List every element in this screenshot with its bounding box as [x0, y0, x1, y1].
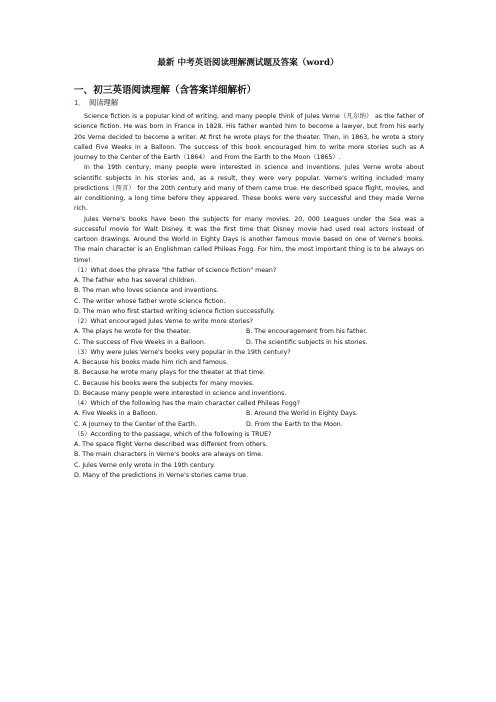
answer-option: B. Because he wrote many plays for the theater at that time. — [74, 369, 266, 377]
answer-option: B. The main characters in Verne's books are always on time. — [74, 451, 264, 459]
question-5 — [74, 430, 424, 481]
option-row — [74, 338, 424, 348]
answer-option: C. Because his books were the subjects for many movies. — [74, 379, 255, 387]
question-3 — [74, 348, 424, 399]
question-stem: （5）According to the passage, which of the following is TRUE? — [74, 430, 272, 438]
answer-option: A. The space flight Verne described was different from others. — [74, 441, 268, 448]
subsection-label: 阅读理解 — [88, 98, 119, 107]
document-title: 最新 中考英语阅读理解测试题及答案（word） — [157, 58, 339, 68]
question-2 — [74, 317, 424, 348]
answer-option: D. The man who first started writing science fiction successfully. — [74, 307, 275, 315]
paragraph: In the 19th century, many people were interested in science and inventions. Jules Verne wrote about scientific subjects in his stories and, as a result, they were very popular. Verne's writing included many predictions（预言） for the 20th century and many of them came true. He described space flight, movies, and air conditioning, a long time before they appeared. These books were very successful and they made Verne rich. — [74, 164, 424, 213]
document-body — [74, 112, 424, 481]
question-4 — [74, 399, 424, 430]
answer-option: D. The scientific subjects in his stories. — [246, 338, 368, 346]
answer-option: A. Because his books made him rich and famous. — [74, 359, 229, 366]
answer-option: C. Jules Verne only wrote in the 19th century. — [74, 461, 216, 469]
answer-option: B. The man who loves science and inventions. — [74, 287, 219, 295]
option-row — [74, 420, 424, 430]
subsection-heading — [74, 98, 118, 108]
answer-option: B. Around the World in Eighty Days. — [246, 410, 358, 418]
answer-option: C. The writer whose father wrote science fiction. — [74, 297, 226, 305]
answer-option: A. The father who has several children. — [74, 277, 197, 284]
answer-option: A. Five Weeks in a Balloon. — [74, 410, 158, 418]
paragraph: Science fiction is a popular kind of writing, and many people think of Jules Verne（凡尔纳） as the father of science fiction. He was born in France in 1828. His father wanted him to become a lawyer, but from his early 20s Verne decided to become a writer. At first he wrote plays for the theater. Then, in 1863, he wrote a story called Five Weeks in a Balloon. The success of this book encouraged him to write more stories such as A Journey to the Center of the Earth（1864） and From the Earth to the Moon（1865）. — [74, 113, 424, 161]
answer-option: B. The encouragement from his father. — [246, 328, 368, 336]
question-stem: （3）Why were Jules Verne's books very popular in the 19th century? — [74, 348, 291, 356]
paragraph: Jules Verne's books have been the subjects for many movies. 20, 000 Leagues under the Sea was a successful movie for Walt Disney. It was the first time that Disney movie had used real actors instead of cartoon drawings. Around the World in Eighty Days is another famous movie based on one of Verne's books. The main character is an Englishman called Phileas Fogg. For him, the most important thing is to be always on time! — [74, 215, 424, 264]
answer-option: D. From the Earth to the Moon. — [246, 420, 343, 428]
answer-option: C. A Journey to the Center of the Earth. — [74, 420, 197, 428]
question-stem: （4）Which of the following has the main character called Phileas Fogg? — [74, 400, 300, 407]
section-heading: 一、初三英语阅读理解（含答案详细解析） — [74, 85, 257, 96]
question-1 — [74, 266, 424, 317]
answer-option: D. Many of the predictions in Verne's stories came true. — [74, 471, 248, 479]
question-stem: （2）What encouraged Jules Verne to write more stories? — [74, 318, 253, 325]
subsection-number: 1． — [74, 98, 86, 107]
option-row — [74, 409, 424, 419]
option-row — [74, 327, 424, 337]
answer-option: D. Because many people were interested in science and inventions. — [74, 389, 287, 397]
answer-option: A. The plays he wrote for the theater. — [74, 328, 191, 336]
answer-option: C. The success of Five Weeks in a Balloon. — [74, 338, 206, 346]
question-stem: （1）What does the phrase "the father of science fiction" mean? — [74, 266, 277, 274]
